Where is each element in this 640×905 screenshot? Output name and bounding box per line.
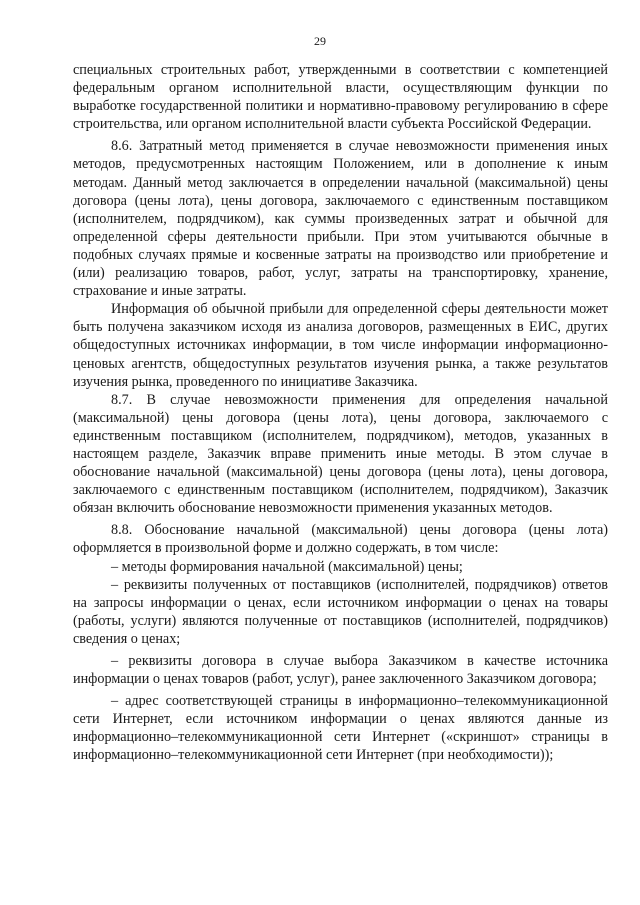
paragraph-8-6: 8.6. Затратный метод применяется в случае невозможности применения иных методов, предусмотренных настоящим Положением, или в дополнение к иным методам. Данный метод заключается в определении начальной (максимальной) цены договора (цены лота), цены договора, заключаемого с единственным поставщиком (исполнителем, подрядчиком), как суммы произведенных затрат и обычной для определенной сферы деятельности прибыли. При этом учитываются обычные в подобных случаях прямые и косвенные затраты на производство или приобретение и (или) реализацию товаров, работ, услуг, затраты на транспортировку, хранение, страхование и иные затраты. xyxy=(73,138,608,300)
list-item: – реквизиты полученных от поставщиков (исполнителей, подрядчиков) ответов на запросы информации о ценах, если источником информации о ценах на товары (работы, услуги) являются полученные от поставщиков (исполнителей, подрядчиков) сведения о ценах; xyxy=(73,576,608,647)
list-item: – методы формирования начальной (максимальной) цены; xyxy=(111,558,463,575)
paragraph-8-8: 8.8. Обоснование начальной (максимальной) цены договора (цены лота) оформляется в произвольной форме и должно содержать, в том числе: xyxy=(73,522,608,557)
paragraph-continuation: специальных строительных работ, утвержденными в соответствии с компетенцией федеральным органом исполнительной власти, осуществляющим функции по выработке государственной политики и нормативно-правовому регулированию в сфере строительства, или органом исполнительной власти субъекта Российской Федерации. xyxy=(73,62,608,133)
paragraph-8-7: 8.7. В случае невозможности применения для определения начальной (максимальной) цены договора (цены лота), цены договора, заключаемого с единственным поставщиком (исполнителем, подрядчиком), методов, указанных в настоящем разделе, Заказчик вправе применить иные методы. В этом случае в обоснование начальной (максимальной) цены договора (цены лота), цены договора, заключаемого с единственным поставщиком (исполнителем, подрядчиком), Заказчик обязан включить обоснование невозможности применения указанных методов. xyxy=(73,391,608,517)
list-item: – адрес соответствующей страницы в информационно–телекоммуникационной сети Интернет, если источником информации о ценах являются данные из информационно–телекоммуникационной сети Интернет («скриншот» страницы в информационно–телекоммуникационной сети Интернет (при необходимости)); xyxy=(73,693,608,764)
page-number: 29 xyxy=(314,34,326,48)
paragraph-profit-info: Информация об обычной прибыли для определенной сферы деятельности может быть получена заказчиком исходя из анализа договоров, размещенных в ЕИС, других общедоступных источниках информации, в том числе информации информационно-ценовых агентств, общедоступных результатов изучения рынка, а также результатов изучения рынка, проведенного по инициативе Заказчика. xyxy=(73,301,608,390)
list-item: – реквизиты договора в случае выбора Заказчиком в качестве источника информации о ценах товаров (работ, услуг), ранее заключенного Заказчиком договора; xyxy=(73,653,608,688)
document-body xyxy=(73,61,608,765)
